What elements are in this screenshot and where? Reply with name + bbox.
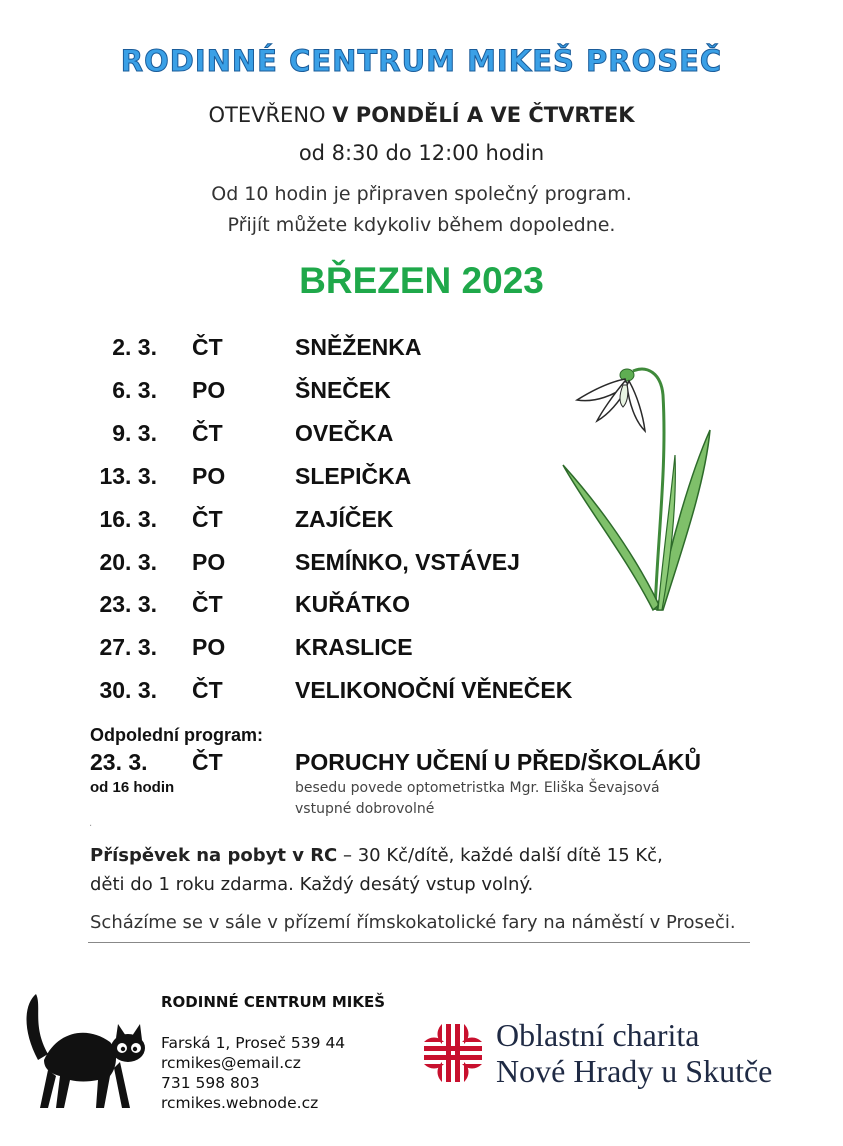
afternoon-heading: Odpolední program: <box>90 725 263 745</box>
opening-hours: od 8:30 do 12:00 hodin <box>298 141 545 165</box>
fee-label: Příspěvek na pobyt v RC <box>90 845 338 866</box>
schedule-date: 16. 3. <box>99 506 157 532</box>
rc-phone: 731 598 803 <box>161 1074 260 1092</box>
schedule-row <box>0 677 843 717</box>
program-note-2: Přijít můžete kdykoliv během dopoledne. <box>227 214 616 236</box>
fee-line-2: děti do 1 roku zdarma. Každý desátý vstup volný. <box>90 874 534 895</box>
afternoon-time: od 16 hodin <box>90 779 175 796</box>
divider <box>88 942 750 943</box>
schedule-topic: ZAJÍČEK <box>295 506 394 532</box>
meeting-place: Scházíme se v sále v přízemí římskokatolické fary na náměstí v Proseči. <box>90 912 736 933</box>
schedule-row <box>0 634 843 674</box>
afternoon-day: ČT <box>192 749 223 775</box>
schedule-topic: KRASLICE <box>295 634 413 660</box>
schedule-day: ČT <box>192 506 223 532</box>
schedule-topic: SLEPIČKA <box>295 463 412 489</box>
opening-prefix: OTEVŘENO <box>208 103 333 127</box>
snowdrop-illustration <box>555 355 725 620</box>
program-note-1: Od 10 hodin je připraven společný program. <box>211 183 632 205</box>
schedule-day: ČT <box>192 677 223 703</box>
rc-website[interactable]: rcmikes.webnode.cz <box>161 1094 319 1112</box>
schedule-date: 2. 3. <box>112 334 157 360</box>
schedule-day: PO <box>192 463 226 489</box>
cat-logo <box>18 990 148 1112</box>
charita-name-2: Nové Hrady u Skutče <box>496 1053 773 1089</box>
afternoon-desc-2: vstupné dobrovolné <box>295 801 435 817</box>
stray-dot: . <box>89 818 93 829</box>
schedule-date: 9. 3. <box>112 420 157 446</box>
rc-name: RODINNÉ CENTRUM MIKEŠ <box>161 993 386 1011</box>
charita-cross-icon <box>422 1022 484 1084</box>
schedule-topic: OVEČKA <box>295 420 394 446</box>
month-heading: BŘEZEN 2023 <box>299 260 544 301</box>
schedule-day: PO <box>192 634 226 660</box>
schedule-date: 30. 3. <box>99 677 157 703</box>
schedule-date: 20. 3. <box>99 549 157 575</box>
schedule-topic: KUŘÁTKO <box>295 591 410 617</box>
afternoon-desc-1: besedu povede optometristka Mgr. Eliška Ševajsová <box>295 780 660 796</box>
schedule-topic: SEMÍNKO, VSTÁVEJ <box>295 549 520 575</box>
opening-days <box>0 103 843 127</box>
schedule-day: PO <box>192 549 226 575</box>
schedule-topic: ŠNEČEK <box>295 377 391 403</box>
charita-name-1: Oblastní charita <box>496 1017 700 1053</box>
schedule-date: 27. 3. <box>99 634 157 660</box>
schedule-topic: VELIKONOČNÍ VĚNEČEK <box>295 677 573 703</box>
opening-days-bold: V PONDĚLÍ A VE ČTVRTEK <box>332 103 635 127</box>
rc-email[interactable]: rcmikes@email.cz <box>161 1054 301 1072</box>
schedule-date: 23. 3. <box>99 591 157 617</box>
schedule-date: 6. 3. <box>112 377 157 403</box>
rc-address: Farská 1, Proseč 539 44 <box>161 1034 346 1052</box>
schedule-day: ČT <box>192 591 223 617</box>
afternoon-topic: PORUCHY UČENÍ U PŘED/ŠKOLÁKŮ <box>295 749 701 775</box>
schedule-date: 13. 3. <box>99 463 157 489</box>
schedule-day: ČT <box>192 334 223 360</box>
schedule-topic: SNĚŽENKA <box>295 334 422 360</box>
fee-line-1 <box>90 845 663 866</box>
page-title: RODINNÉ CENTRUM MIKEŠ PROSEČ <box>120 44 723 78</box>
fee-text: – 30 Kč/dítě, každé další dítě 15 Kč, <box>337 845 663 866</box>
schedule-day: PO <box>192 377 226 403</box>
schedule-day: ČT <box>192 420 223 446</box>
afternoon-date: 23. 3. <box>90 749 148 775</box>
